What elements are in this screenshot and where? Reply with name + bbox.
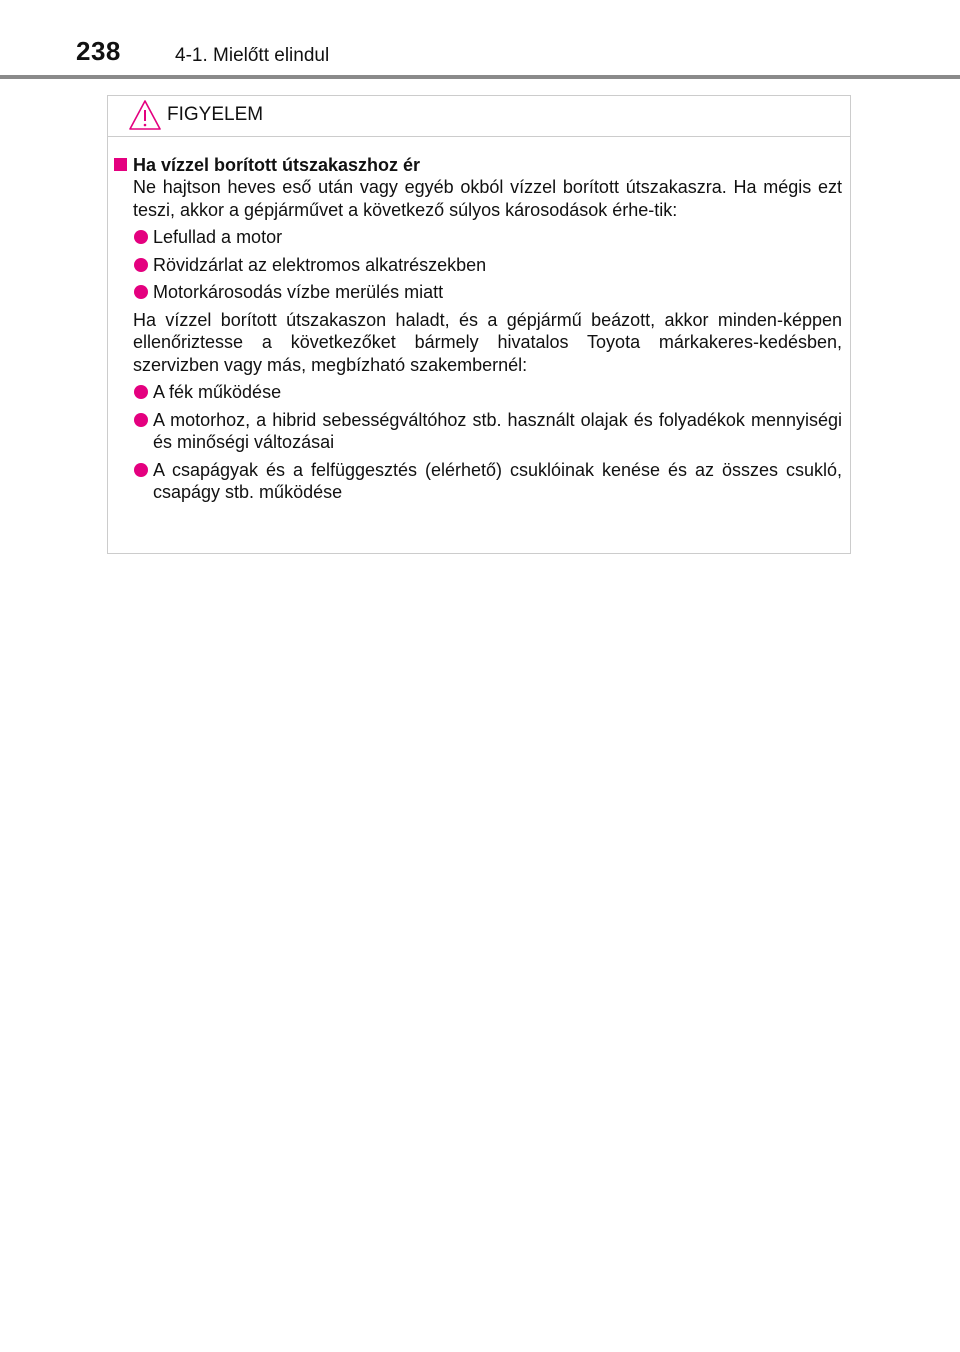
list-item-text: A csapágyak és a felfüggesztés (elérhető) csuklóinak kenése és az összes csukló, csapágy stb. működése (153, 459, 842, 502)
list-item-text: Lefullad a motor (153, 227, 283, 247)
bullet-dot-icon (134, 285, 148, 299)
warning-heading-text: Ha vízzel borított útszakaszhoz ér (133, 155, 421, 175)
list-item (108, 459, 850, 504)
list-item-text: Motorkárosodás vízbe merülés miatt (153, 282, 444, 302)
header-rule (0, 75, 960, 79)
check-paragraph: Ha vízzel borított útszakaszon haladt, és a gépjármű beázott, akkor minden-képpen ellenőriztesse a következőket bármely hivatalos Toyota márkakeres-kedésben, szervizben vagy más, megbízható szakembernél: (133, 309, 842, 375)
warning-box (107, 95, 851, 554)
warning-label: FIGYELEM (167, 104, 264, 125)
list-item-text: A motorhoz, a hibrid sebességváltóhoz stb. használt olajak és folyadékok mennyiségi és minőségi változásai (153, 409, 842, 452)
list-item (108, 254, 850, 277)
bullet-dot-icon (134, 258, 148, 272)
intro-paragraph: Ne hajtson heves eső után vagy egyéb okból vízzel borított útszakaszra. Ha mégis ezt teszi, akkor a gépjárművet a következő súlyos károsodások érhe-tik: (133, 177, 842, 220)
bullet-dot-icon (134, 385, 148, 399)
bullet-dot-icon (134, 413, 148, 427)
warning-heading (108, 154, 850, 176)
warning-header (108, 96, 850, 137)
list-item-text: A fék működése (153, 382, 282, 402)
bullet-dot-icon (134, 463, 148, 477)
list-item (108, 409, 850, 454)
page-header (0, 0, 960, 80)
list-item-text: Rövidzárlat az elektromos alkatrészekben (153, 254, 487, 275)
warning-body (108, 154, 850, 504)
section-title: 4-1. Mielőtt elindul (175, 45, 330, 66)
bullet-dot-icon (134, 230, 148, 244)
square-bullet-icon (114, 158, 127, 171)
warning-triangle-icon (128, 99, 162, 131)
list-item (108, 281, 850, 304)
list-item (108, 226, 850, 249)
list-item (108, 381, 850, 404)
page-number: 238 (76, 36, 121, 66)
